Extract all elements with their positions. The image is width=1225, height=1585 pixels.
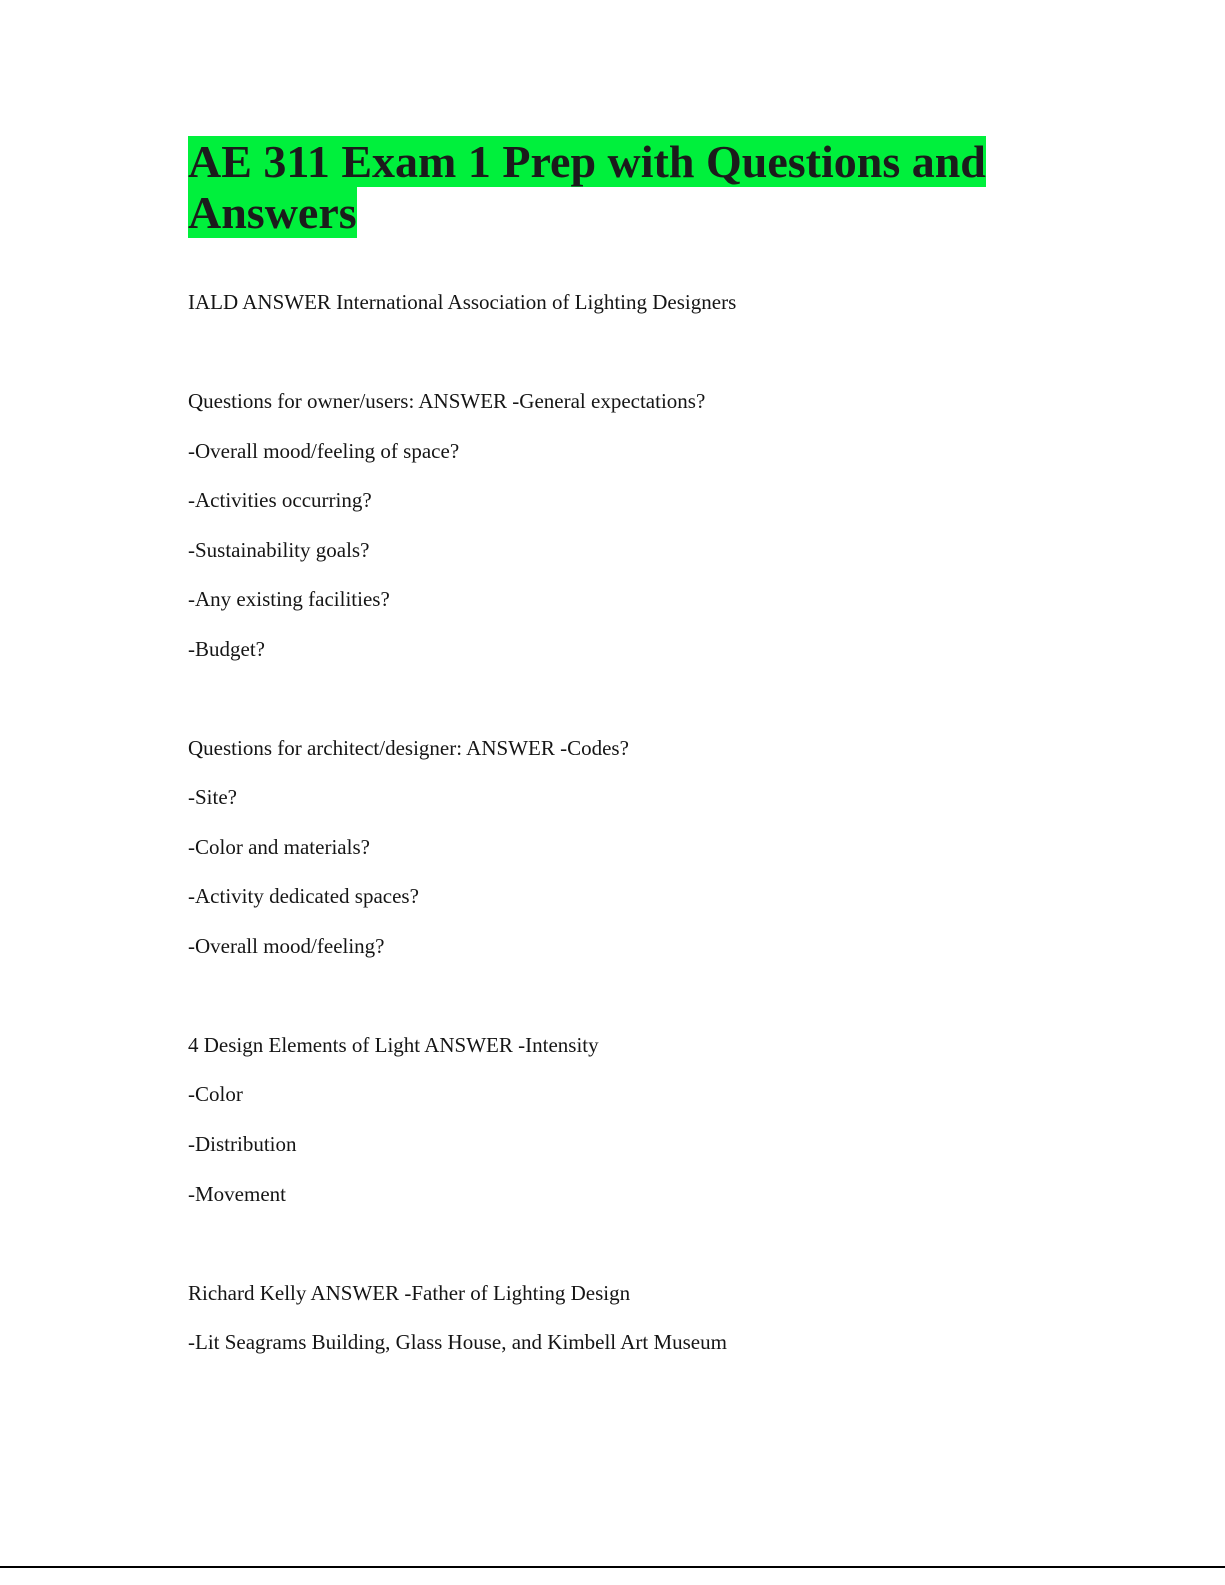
document-title	[188, 136, 988, 238]
list-item: -Activities occurring?	[188, 488, 372, 512]
list-item: -Lit Seagrams Building, Glass House, and Kimbell Art Museum	[188, 1330, 727, 1354]
list-item: -Activity dedicated spaces?	[188, 884, 419, 908]
qa-architect-questions: Questions for architect/designer: ANSWER -Codes?	[188, 736, 629, 760]
list-item: -Movement	[188, 1182, 286, 1206]
page-bottom-rule	[0, 1566, 1225, 1568]
list-item: -Distribution	[188, 1132, 297, 1156]
qa-iald: IALD ANSWER International Association of Lighting Designers	[188, 290, 737, 314]
list-item: -Budget?	[188, 637, 265, 661]
title-highlight: AE 311 Exam 1 Prep with Questions and Answers	[188, 136, 986, 238]
list-item: -Site?	[188, 785, 237, 809]
qa-owner-questions: Questions for owner/users: ANSWER -General expectations?	[188, 389, 706, 413]
qa-design-elements: 4 Design Elements of Light ANSWER -Intensity	[188, 1033, 599, 1057]
list-item: -Overall mood/feeling?	[188, 934, 385, 958]
list-item: -Color	[188, 1082, 243, 1106]
list-item: -Sustainability goals?	[188, 538, 370, 562]
list-item: -Any existing facilities?	[188, 587, 390, 611]
qa-richard-kelly: Richard Kelly ANSWER -Father of Lighting Design	[188, 1281, 631, 1305]
list-item: -Color and materials?	[188, 835, 370, 859]
list-item: -Overall mood/feeling of space?	[188, 439, 460, 463]
